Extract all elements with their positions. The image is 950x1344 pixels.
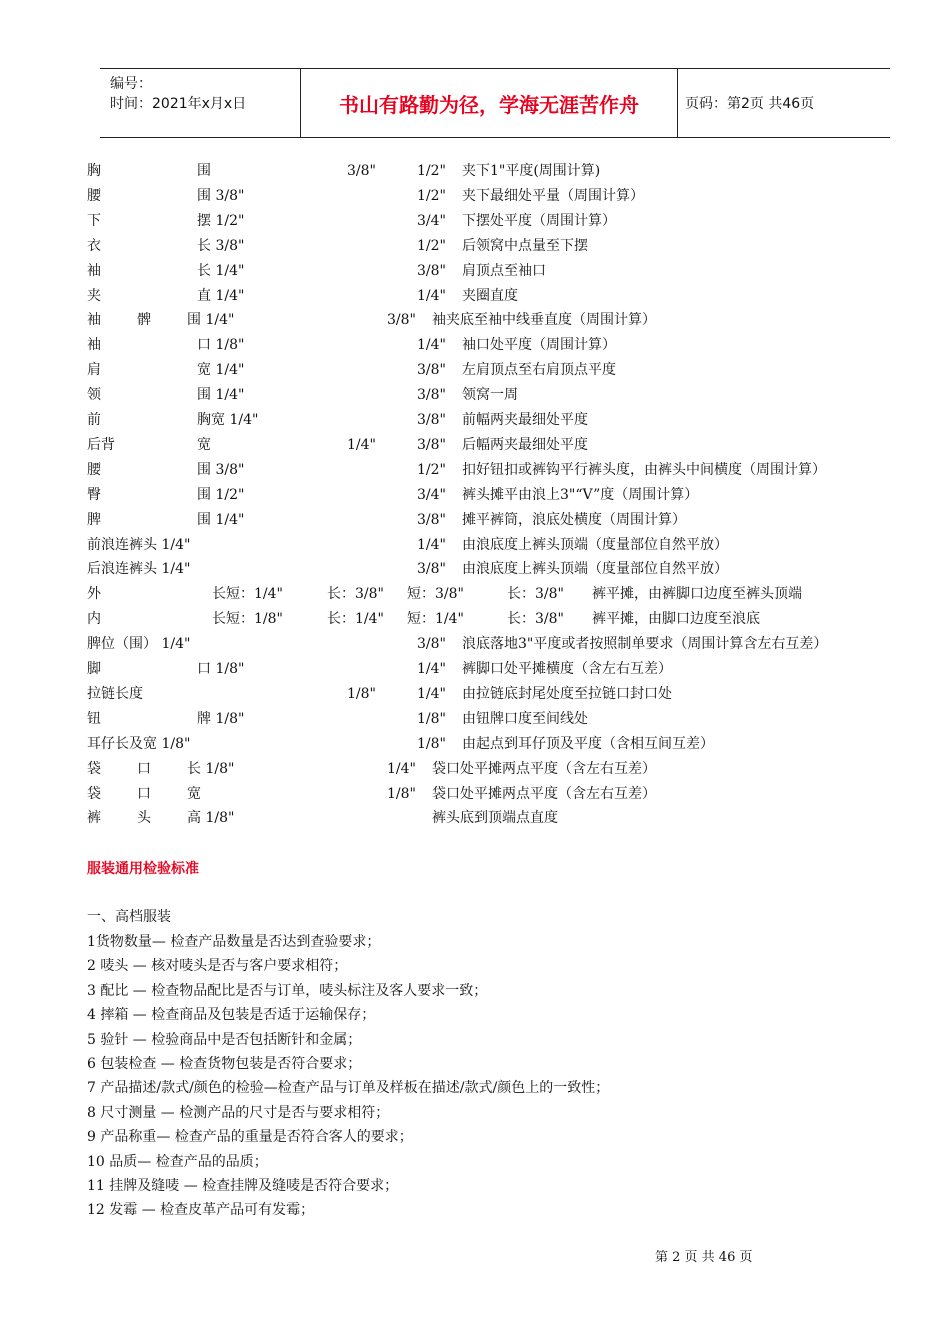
row-name3: 长 1/8" [187,760,235,777]
section-subtitle: 一、高档服装 [87,909,171,925]
row-name: 下 [87,212,101,229]
list-item: 9 产品称重— 检查产品的重量是否符合客人的要求； [87,1129,413,1146]
measurement-row [87,459,887,481]
list-item: 12 发霉 — 检查皮革产品可有发霉； [87,1202,315,1219]
measurement-row [87,733,887,755]
list-item: 3 配比 — 检查物品配比是否与订单，唛头标注及客人要求一致； [87,982,488,999]
row-desc: 袋口处平摊两点平度（含左右互差） [432,760,656,777]
row-name: 臀 [87,486,101,503]
row-desc: 夹下1"平度(周围计算) [462,163,601,179]
row-tol2: 3/8" [417,362,446,379]
row-name2: 口 [137,785,151,802]
row-desc: 裤平摊，由脚口边度至浪底 [592,611,760,628]
row-name: 夹 [87,287,101,304]
list-item: 2 唛头 — 核对唛头是否与客户要求相符； [87,958,348,975]
row-name2: 口 1/8" [197,337,245,354]
row-tol2: 3/8" [417,387,446,404]
list-item: 4 摔箱 — 检查商品及包装是否适于运输保存； [87,1007,376,1024]
row-tol: 长：3/8" [327,586,384,603]
row-name2: 长短：1/8" [212,611,283,628]
row-tol2: 3/8" [417,511,446,528]
row-name2: 围 1/4" [197,387,245,404]
page-footer: 第 2 页 共 46 页 [655,1250,753,1265]
row-name: 脚 [87,661,101,677]
measurement-row [87,683,887,705]
row-tol2: 1/4" [417,337,446,354]
row-name: 肩 [87,362,101,379]
row-name: 袖 [87,337,101,354]
row-desc: 后幅两夹最细处平度 [462,436,588,453]
row-desc: 摊平裤筒，浪底处横度（周围计算） [462,511,686,528]
row-desc: 裤头底到顶端点直度 [432,810,558,827]
row-desc: 夹圈直度 [462,287,518,304]
measurement-row [87,558,887,580]
row-desc: 左肩顶点至右肩顶点平度 [462,362,616,379]
row-tol3: 长：3/8" [507,611,564,628]
row-name: 拉链长度 [87,685,143,702]
row-name: 胸 [87,163,101,179]
row-tol2: 1/8" [417,710,446,727]
row-desc: 由浪底度上裤头顶端（度量部位自然平放） [462,561,728,578]
measurement-row [87,783,887,805]
row-name3: 高 1/8" [187,810,235,827]
row-name2: 围 3/8" [197,461,245,478]
row-name2: 口 [137,760,151,777]
row-name: 裤 [87,810,101,827]
measurement-row [87,185,887,207]
row-desc: 扣好钮扣或裤钩平行裤头度，由裤头中间横度（周围计算） [462,461,826,478]
header-left-cell [100,69,300,137]
row-desc: 袋口处平摊两点平度（含左右互差） [432,785,656,802]
row-tol2: 1/2" [417,163,446,179]
list-item: 6 包装检查 — 检查货物包装是否符合要求； [87,1056,362,1072]
list-item: 5 验针 — 检验商品中是否包括断针和金属； [87,1031,362,1048]
row-desc: 下摆处平度（周围计算） [462,212,616,229]
row-tol: 1/4" [347,436,376,453]
row-name2: 围 [197,163,211,179]
row-name2: 围 1/4" [197,511,245,528]
row-desc: 裤平摊，由裤脚口边度至裤头顶端 [592,586,802,603]
row-name: 耳仔长及宽 1/8" [87,735,191,752]
measurement-row [87,409,887,431]
row-name: 内 [87,611,101,628]
measurement-row [87,583,887,605]
row-name2: 围 1/2" [197,486,245,503]
row-desc: 浪底落地3"平度或者按照制单要求（周围计算含左右互差） [462,636,828,653]
row-name: 后浪连裤头 1/4" [87,561,191,578]
row-name: 袖 [87,262,101,279]
row-tol2: 1/2" [417,187,446,204]
measurement-row [87,235,887,257]
row-desc: 裤头摊平由浪上3"“V”度（周围计算） [462,486,699,503]
time-label: 时间：2021年x月x日 [110,96,247,112]
measurement-row [87,758,887,780]
row-name: 钮 [87,710,101,727]
measurement-row [87,384,887,406]
measurement-row [87,359,887,381]
row-name: 前 [87,412,101,428]
measurement-row [87,260,887,282]
row-tol2: 3/8" [417,636,446,653]
row-name2: 长短：1/4" [212,586,283,603]
row-tol2: 1/4" [417,536,446,553]
row-tol2: 3/4" [417,212,446,229]
measurement-row [87,534,887,556]
row-tol2: 3/8" [417,561,446,578]
row-name2: 长 1/4" [197,262,245,279]
number-label: 编号： [110,76,152,92]
row-tol2: 1/8" [387,785,416,802]
measurement-row [87,708,887,730]
row-tol: 长：1/4" [327,611,384,628]
row-name3: 宽 [187,785,201,802]
row-name: 衣 [87,237,101,254]
row-desc: 袖夹底至袖中线垂直度（周围计算） [432,312,656,329]
row-name: 后背 [87,436,115,453]
row-name2: 摆 1/2" [197,212,245,229]
measurement-row [87,658,887,680]
measurement-row [87,309,887,331]
row-tol: 1/8" [347,685,376,702]
list-item: 7 产品描述/款式/颜色的检验—检查产品与订单及样板在描述/款式/颜色上的一致性； [87,1080,610,1097]
row-name2: 口 1/8" [197,661,245,677]
row-tol2: 短：1/4" [407,611,464,628]
row-desc: 由起点到耳仔顶及平度（含相互间互差） [462,735,714,752]
row-name3: 围 1/4" [187,312,235,329]
row-tol2: 3/8" [387,312,416,329]
measurement-row [87,484,887,506]
list-item: 1货物数量— 检查产品数量是否达到查验要求； [87,934,381,950]
row-name: 外 [87,586,101,603]
row-name2: 直 1/4" [197,287,245,304]
motto: 书山有路勤为径，学海无涯苦作舟 [300,69,678,137]
row-tol2: 3/4" [417,486,446,503]
row-tol: 3/8" [347,163,376,179]
measurement-row [87,285,887,307]
measurement-row [87,434,887,456]
row-desc: 由浪底度上裤头顶端（度量部位自然平放） [462,536,728,553]
row-name2: 髀 [137,312,151,329]
row-tol2: 1/2" [417,237,446,254]
row-desc: 袖口处平度（周围计算） [462,337,616,354]
row-name: 袋 [87,785,101,802]
row-name: 袖 [87,312,101,329]
measurement-row [87,608,887,630]
measurement-row [87,334,887,356]
row-name: 腰 [87,187,101,204]
row-desc: 前幅两夹最细处平度 [462,412,588,428]
row-name: 腰 [87,461,101,478]
row-tol2: 3/8" [417,436,446,453]
row-name: 脾 [87,511,101,528]
row-name: 脾位（围） 1/4" [87,636,191,653]
row-desc: 由拉链底封尾处度至拉链口封口处 [462,685,672,702]
row-desc: 由钮牌口度至间线处 [462,710,588,727]
row-tol2: 3/8" [417,262,446,279]
row-desc: 裤脚口处平摊横度（含左右互差） [462,661,672,677]
measurement-row [87,210,887,232]
row-desc: 后领窝中点量至下摆 [462,237,588,254]
row-name2: 宽 [197,436,211,453]
row-tol2: 1/4" [417,685,446,702]
row-name: 领 [87,387,101,404]
row-desc: 领窝一周 [462,387,518,404]
row-tol3: 长：3/8" [507,586,564,603]
row-tol2: 3/8" [417,412,446,428]
row-tol2: 1/2" [417,461,446,478]
row-desc: 肩顶点至袖口 [462,262,546,279]
list-item: 8 尺寸测量 — 检测产品的尺寸是否与要求相符； [87,1104,390,1121]
page-label: 页码：第2页 共46页 [685,96,815,112]
row-name: 前浪连裤头 1/4" [87,536,191,553]
measurement-row [87,509,887,531]
row-tol2: 1/4" [417,661,446,677]
row-tol2: 1/8" [417,735,446,752]
row-desc: 夹下最细处平量（周围计算） [462,187,644,204]
row-name2: 胸宽 1/4" [197,412,259,428]
row-tol2: 1/4" [387,760,416,777]
measurement-row [87,633,887,655]
row-name2: 长 3/8" [197,237,245,254]
row-name2: 围 3/8" [197,187,245,204]
measurement-row [87,807,887,829]
measurement-row [87,160,887,182]
row-tol2: 短：3/8" [407,586,464,603]
row-tol2: 1/4" [417,287,446,304]
page-header [100,68,890,138]
row-name: 袋 [87,760,101,777]
row-name2: 牌 1/8" [197,710,245,727]
list-item: 11 挂牌及缝唛 — 检查挂牌及缝唛是否符合要求； [87,1178,399,1194]
row-name2: 宽 1/4" [197,362,245,379]
row-name2: 头 [137,810,151,827]
section-title: 服装通用检验标准 [87,861,199,877]
list-item: 10 品质— 检查产品的品质； [87,1153,268,1170]
